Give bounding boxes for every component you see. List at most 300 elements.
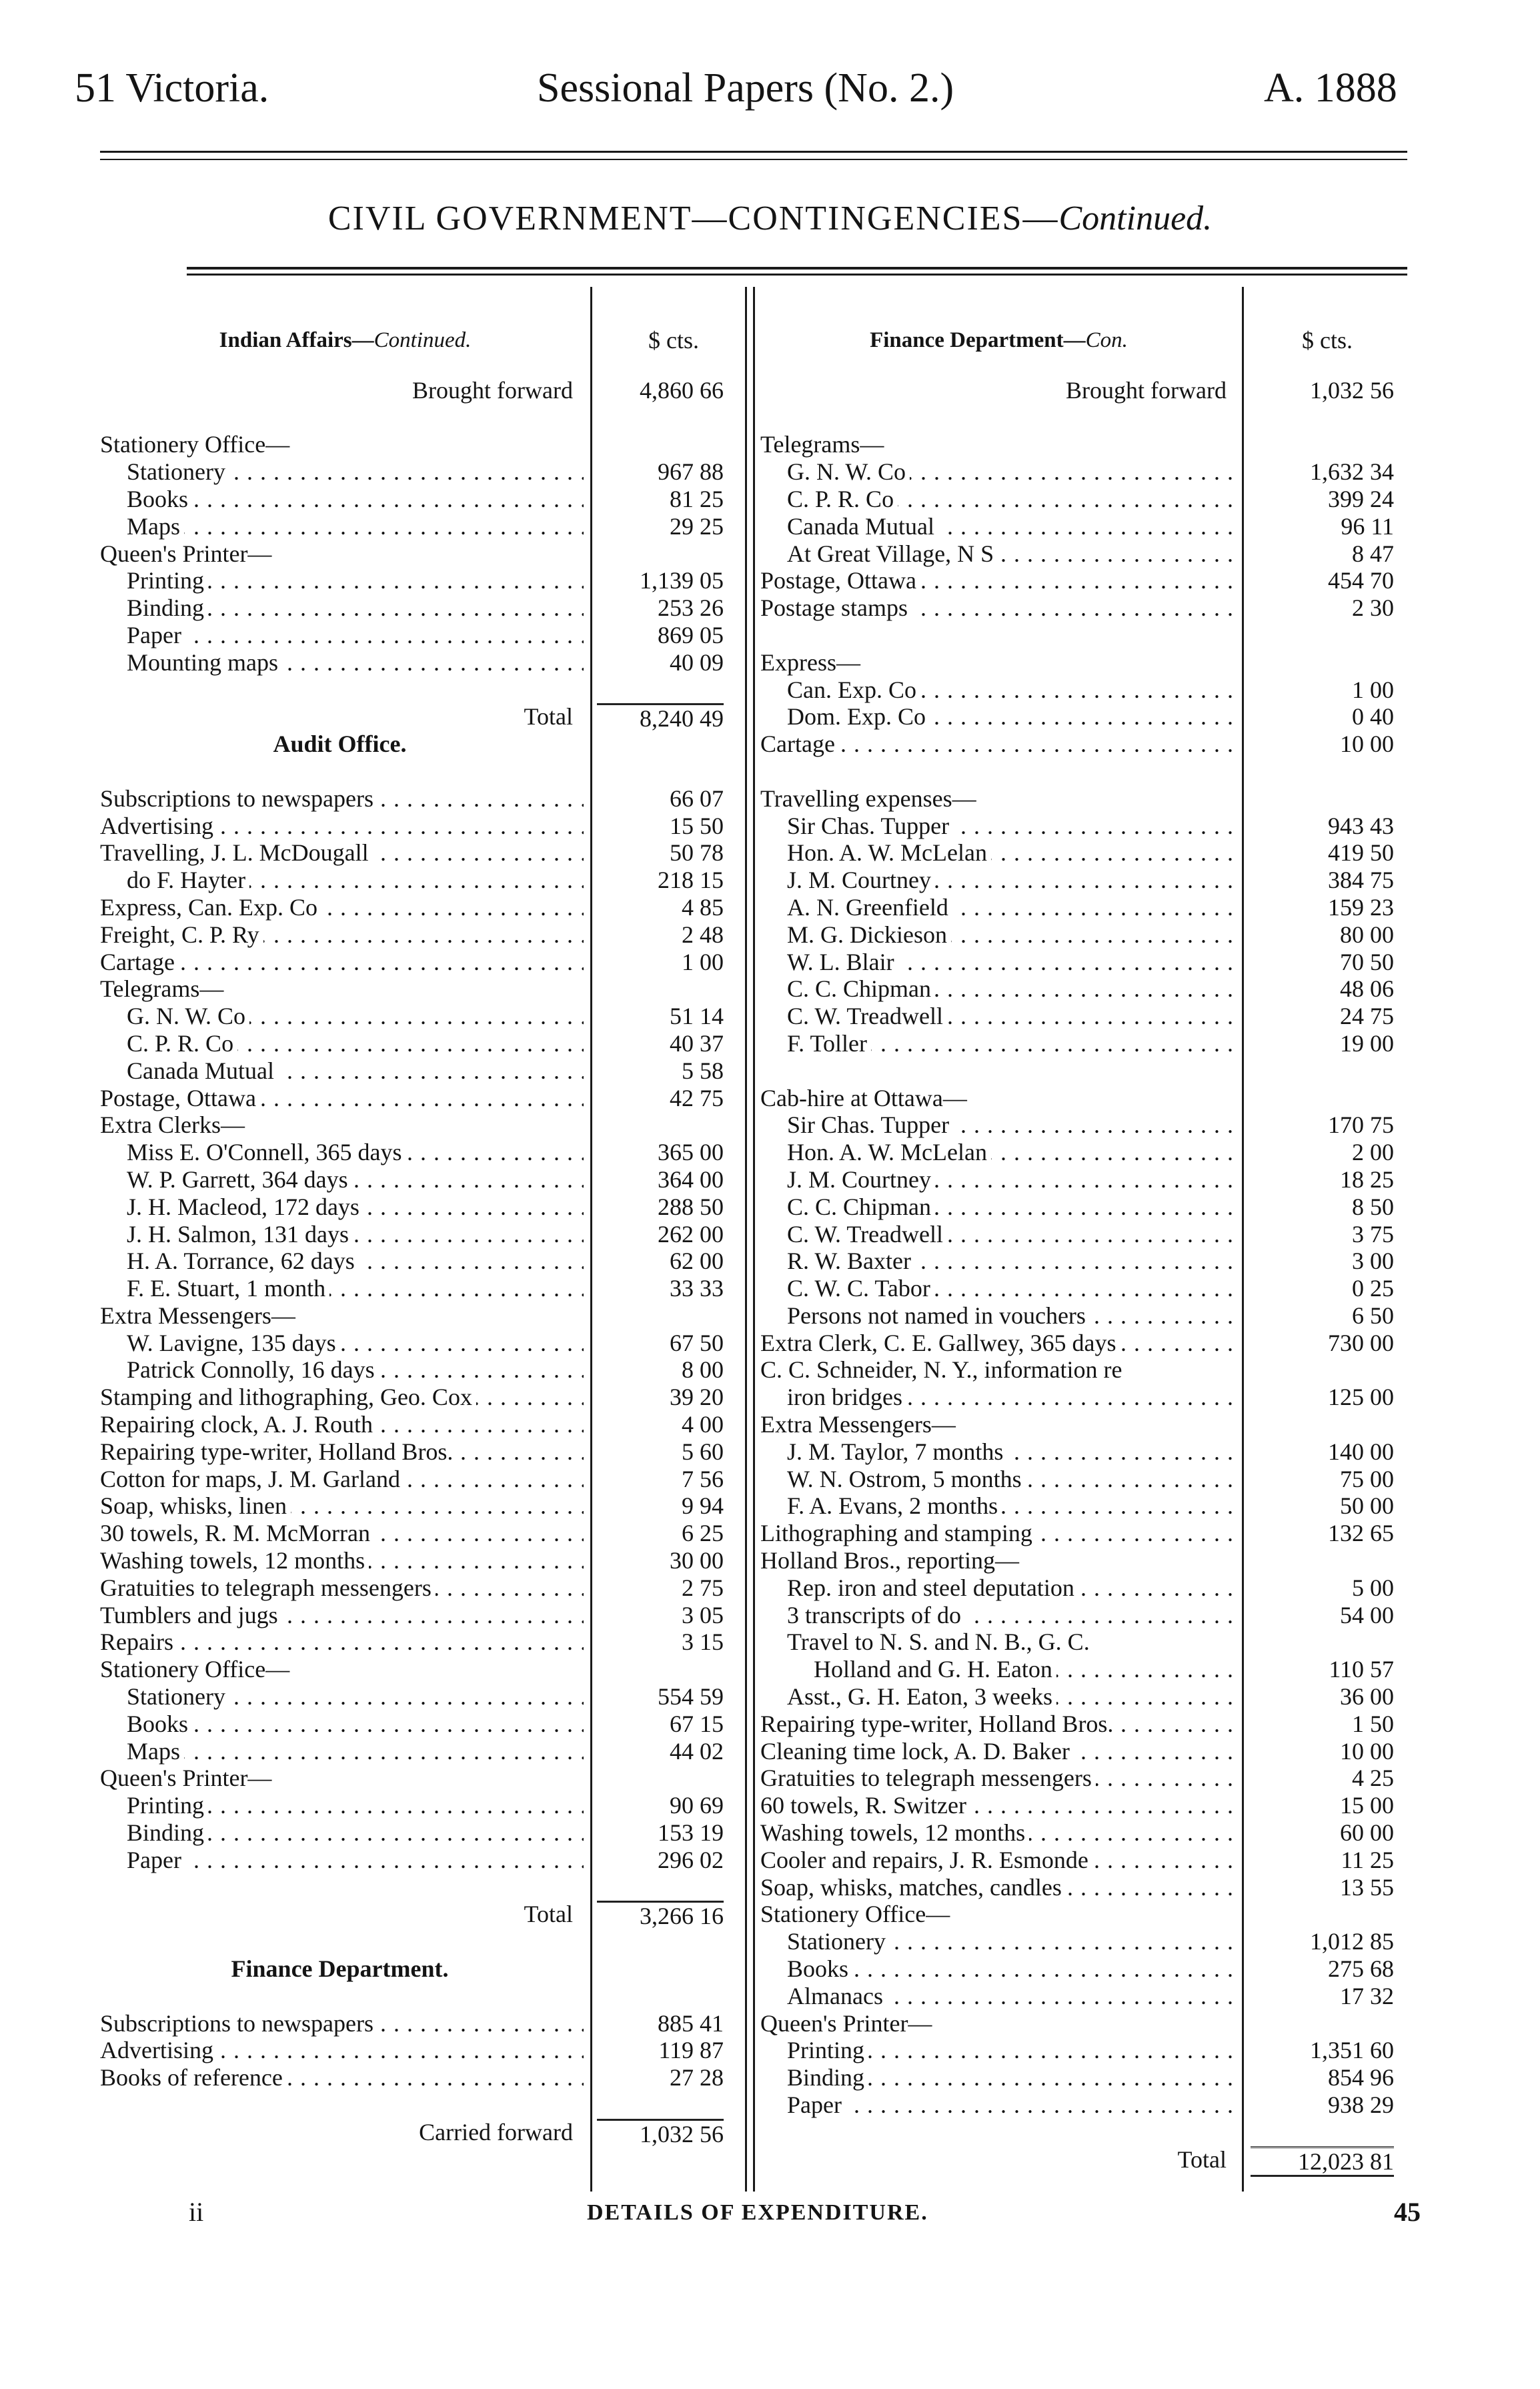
ledger-row [100, 458, 740, 486]
row-label: Travel to N. S. and N. B., G. C. [787, 1628, 1094, 1655]
row-label: Stationery [127, 458, 229, 485]
row-amount: 1 00 [1352, 676, 1394, 703]
row-amount: 3 15 [682, 1628, 724, 1656]
row-amount: 12,023 81 [1251, 2146, 1394, 2178]
ledger-row [760, 813, 1407, 840]
row-amount: 296 02 [658, 1846, 724, 1873]
row-amount: 170 75 [1328, 1111, 1394, 1139]
row-amount: 15 00 [1340, 1792, 1394, 1819]
row-label: J. M. Taylor, 7 months [787, 1438, 1007, 1465]
ledger-row [760, 2091, 1407, 2119]
ledger-row [760, 949, 1407, 976]
row-label: Extra Clerks— [100, 1111, 249, 1138]
row-amount: 6 50 [1352, 1302, 1394, 1329]
row-amount: 62 00 [670, 1248, 724, 1275]
row-amount: 4,860 66 [640, 376, 724, 404]
row-label: Cleaning time lock, A. D. Baker [760, 1738, 1074, 1765]
row-label: Patrick Connolly, 16 days [127, 1356, 379, 1383]
ledger-row [760, 1901, 1407, 1928]
row-amount: 18 25 [1340, 1165, 1394, 1193]
ledger-row [100, 1547, 740, 1574]
ledger-row [100, 2010, 740, 2037]
row-amount: 2 75 [682, 1574, 724, 1601]
row-label: Telegrams— [100, 975, 227, 1002]
ledger-row [100, 1302, 740, 1330]
row-label: Repairing type-writer, Holland Bros. [100, 1438, 457, 1465]
ledger-row [100, 1602, 740, 1629]
ledger-row [100, 839, 740, 867]
row-label: Carried forward [419, 2119, 577, 2145]
row-amount: 399 24 [1328, 485, 1394, 512]
row-amount: 125 00 [1328, 1384, 1394, 1411]
row-label: Cotton for maps, J. M. Garland [100, 1466, 404, 1492]
row-label: Paper [127, 622, 185, 648]
ledger-row [100, 2119, 740, 2146]
ledger-row [100, 1792, 740, 1819]
row-amount: 288 50 [658, 1193, 724, 1220]
row-label [100, 1874, 104, 1901]
row-amount: 40 37 [670, 1029, 724, 1057]
row-label: Cartage [760, 731, 839, 757]
title-rule-top [187, 267, 1407, 270]
ledger-row [760, 1602, 1407, 1629]
row-label: Brought forward [1066, 377, 1231, 404]
row-amount: 119 87 [658, 2037, 724, 2064]
right-column-heading [760, 327, 1407, 354]
ledger-row [100, 813, 740, 840]
ledger-row [100, 1738, 740, 1765]
row-label: Express— [760, 649, 864, 676]
ledger-row [100, 1901, 740, 1928]
row-label: Books [787, 1955, 852, 1982]
row-label: R. W. Baxter [787, 1248, 915, 1274]
row-label: Stationery Office— [760, 1901, 954, 1927]
ledger-row [760, 649, 1407, 676]
row-amount: 4 00 [682, 1411, 724, 1438]
row-label: J. M. Courtney [787, 867, 935, 893]
ledger-row [760, 1847, 1407, 1874]
row-amount: 159 23 [1328, 893, 1394, 921]
row-label: A. N. Greenfield [787, 894, 952, 921]
row-amount: 1,032 56 [597, 2119, 724, 2148]
spacer-row [100, 1983, 740, 2010]
ledger-row [760, 458, 1407, 486]
ledger-row [100, 1356, 740, 1384]
row-amount: 943 43 [1328, 812, 1394, 839]
row-amount: 275 68 [1328, 1955, 1394, 1983]
ledger-row [760, 1711, 1407, 1738]
row-amount: 364 00 [658, 1165, 724, 1193]
row-label: C. C. Schneider, N. Y., information re [760, 1356, 1126, 1383]
row-label: Brought forward [412, 377, 577, 404]
row-amount: 3 05 [682, 1601, 724, 1628]
header-sessional-papers: Sessional Papers (No. 2.) [537, 65, 954, 111]
row-label: W. N. Ostrom, 5 months [787, 1466, 1026, 1492]
row-amount: 2 00 [1352, 1139, 1394, 1166]
title-rule-bottom [187, 274, 1407, 276]
row-amount: 1,632 34 [1310, 458, 1394, 486]
section-title-continued: Continued. [1058, 199, 1213, 237]
row-amount: 384 75 [1328, 867, 1394, 894]
spacer-row [100, 404, 740, 432]
row-amount: 39 20 [670, 1384, 724, 1411]
ledger-row [100, 703, 740, 731]
ledger-row [760, 486, 1407, 513]
row-label: Printing [127, 1792, 208, 1819]
row-label: Printing [787, 2037, 868, 2063]
ledger-row [760, 1547, 1407, 1574]
ledger-row [760, 1302, 1407, 1330]
row-amount: 4 25 [1352, 1765, 1394, 1792]
ledger-row [760, 1738, 1407, 1765]
ledger-row [100, 1683, 740, 1711]
ledger-row [100, 731, 740, 758]
row-label: Binding [127, 1819, 208, 1846]
ledger-row [100, 1466, 740, 1493]
row-amount: 253 26 [658, 594, 724, 622]
row-label: Canada Mutual [787, 513, 938, 540]
spacer-row [760, 404, 1407, 432]
ledger-row [760, 594, 1407, 622]
row-label [760, 758, 764, 785]
ledger-row [760, 1765, 1407, 1792]
row-label: Mounting maps [127, 649, 282, 676]
row-label [100, 758, 104, 785]
ledger-row [760, 1384, 1407, 1411]
row-label: Extra Clerk, C. E. Gallwey, 365 days [760, 1330, 1120, 1356]
page-header [0, 55, 1540, 121]
row-label: W. L. Blair [787, 949, 898, 975]
row-label: Total [524, 703, 577, 730]
row-label: Cartage [100, 949, 179, 975]
ledger-row [760, 1792, 1407, 1819]
row-label: Extra Messengers— [100, 1302, 299, 1329]
row-label: Postage stamps [760, 594, 912, 621]
row-amount: 140 00 [1328, 1438, 1394, 1465]
ledger-row [760, 1111, 1407, 1139]
row-label: Repairing clock, A. J. Routh [100, 1411, 377, 1438]
ledger-row [100, 431, 740, 458]
row-label [760, 622, 764, 648]
row-label [760, 2119, 764, 2145]
row-label: Books of reference [100, 2064, 287, 2091]
spacer-row [100, 1928, 740, 1955]
spacer-row [760, 1057, 1407, 1085]
row-label: Advertising [100, 813, 217, 839]
row-amount: 29 25 [670, 512, 724, 540]
ledger-row [760, 1438, 1407, 1466]
row-amount: 15 50 [670, 812, 724, 839]
row-amount: 90 69 [670, 1792, 724, 1819]
spacer-row [100, 2091, 740, 2119]
row-label: Advertising [100, 2037, 217, 2063]
row-label: Postage, Ottawa [760, 567, 920, 594]
row-label: Gratuities to telegraph messengers [100, 1574, 436, 1601]
row-label: F. E. Stuart, 1 month [127, 1275, 329, 1302]
row-label: Stamping and lithographing, Geo. Cox [100, 1384, 476, 1410]
row-label [100, 2091, 104, 2118]
row-label: Stationery [127, 1683, 229, 1710]
row-amount: 6 25 [682, 1520, 724, 1547]
ledger-row [100, 1656, 740, 1683]
row-amount: 67 15 [670, 1710, 724, 1737]
ledger-row [760, 731, 1407, 758]
right-heading-text: Finance Department— [870, 328, 1086, 352]
row-label: Audit Office. [273, 731, 411, 757]
row-label: Washing towels, 12 months [100, 1547, 369, 1574]
ledger-row [100, 540, 740, 568]
row-label: G. N. W. Co [127, 1003, 249, 1029]
row-amount: 1 00 [682, 948, 724, 975]
row-label: G. N. W. Co [787, 458, 910, 485]
row-label: Paper [787, 2091, 846, 2118]
row-label: C. P. R. Co [787, 486, 898, 512]
ledger-row [100, 1955, 740, 1983]
ledger-row [100, 975, 740, 1003]
ledger-row [760, 975, 1407, 1003]
row-label: C. C. Chipman [787, 1193, 935, 1220]
row-label [760, 404, 764, 431]
ledger-row [760, 1166, 1407, 1193]
row-amount: 110 57 [1329, 1656, 1394, 1683]
row-amount: 10 00 [1340, 731, 1394, 758]
row-label: iron bridges [787, 1384, 906, 1410]
row-label [100, 1983, 104, 2009]
row-label: W. Lavigne, 135 days [127, 1330, 340, 1356]
row-amount: 70 50 [1340, 948, 1394, 975]
ledger-row [760, 1520, 1407, 1547]
ledger-row [760, 1683, 1407, 1711]
row-amount: 60 00 [1340, 1819, 1394, 1847]
ledger-row [760, 785, 1407, 813]
row-label: Asst., G. H. Eaton, 3 weeks [787, 1683, 1056, 1710]
spacer-row [760, 758, 1407, 785]
ledger-row [760, 1492, 1407, 1520]
row-label: C. W. Treadwell [787, 1003, 947, 1029]
row-label: Washing towels, 12 months [760, 1819, 1029, 1846]
row-amount: 1,012 85 [1310, 1928, 1394, 1955]
row-amount: 50 00 [1340, 1492, 1394, 1520]
row-amount: 1,032 56 [1310, 376, 1394, 404]
ledger-row [760, 1411, 1407, 1438]
ledger-row [760, 1356, 1407, 1384]
row-label: Canada Mutual [127, 1057, 278, 1084]
row-label: Sir Chas. Tupper [787, 813, 953, 839]
row-label [760, 1057, 764, 1084]
ledger-row [100, 1765, 740, 1792]
ledger-row [760, 894, 1407, 921]
row-amount: 885 41 [658, 2009, 724, 2037]
ledger-row [100, 1003, 740, 1030]
row-label: Travelling expenses— [760, 785, 980, 812]
row-label: Freight, C. P. Ry [100, 921, 263, 948]
center-rule-b [753, 287, 755, 2192]
row-label: Persons not named in vouchers [787, 1302, 1090, 1329]
row-amount: 3 00 [1352, 1248, 1394, 1275]
row-label: Repairing type-writer, Holland Bros. [760, 1711, 1117, 1737]
row-amount: 419 50 [1328, 839, 1394, 867]
row-label: Maps [127, 1738, 184, 1765]
row-label: C. W. Treadwell [787, 1221, 947, 1248]
row-amount: 24 75 [1340, 1003, 1394, 1030]
ledger-row [100, 1111, 740, 1139]
row-label: Binding [787, 2064, 868, 2091]
row-amount: 967 88 [658, 458, 724, 486]
row-label: Holland and G. H. Eaton [814, 1656, 1056, 1683]
row-amount: 96 11 [1341, 512, 1394, 540]
row-amount: 262 00 [658, 1220, 724, 1248]
row-label: C. P. R. Co [127, 1030, 237, 1057]
row-label: 3 transcripts of do [787, 1602, 965, 1628]
row-amount: 10 00 [1340, 1737, 1394, 1765]
row-label: Miss E. O'Connell, 365 days [127, 1139, 406, 1165]
ledger-row [100, 1330, 740, 1357]
ledger-row [100, 1248, 740, 1275]
ledger-row [100, 1193, 740, 1221]
center-rule-a [745, 287, 747, 2192]
row-amount: 8 47 [1352, 540, 1394, 567]
ledger-row [760, 1874, 1407, 1901]
row-amount: 40 09 [670, 648, 724, 676]
row-amount: 81 25 [670, 485, 724, 512]
ledger-row [100, 1221, 740, 1248]
row-label: Express, Can. Exp. Co [100, 894, 321, 921]
right-column [760, 327, 1407, 2173]
row-label: Holland Bros., reporting— [760, 1547, 1023, 1574]
ledger-row [100, 1085, 740, 1112]
row-amount: 854 96 [1328, 2064, 1394, 2091]
ledger-row [100, 1847, 740, 1874]
ledger-row [760, 1574, 1407, 1602]
ledger-row [760, 1221, 1407, 1248]
row-label: M. G. Dickieson [787, 921, 951, 948]
ledger-row [100, 486, 740, 513]
row-amount: 30 00 [670, 1547, 724, 1574]
ledger-row [100, 1384, 740, 1411]
row-label: F. A. Evans, 2 months [787, 1492, 1002, 1519]
row-label: Can. Exp. Co [787, 676, 920, 703]
row-amount: 869 05 [658, 621, 724, 648]
row-label [100, 676, 104, 703]
left-column-heading [100, 327, 740, 354]
row-amount: 17 32 [1340, 1982, 1394, 2009]
ledger-row [100, 1628, 740, 1656]
row-label: Stationery [787, 1928, 890, 1955]
row-amount: 54 00 [1340, 1601, 1394, 1628]
row-amount: 11 25 [1341, 1846, 1394, 1873]
footer-page-number: 45 [1394, 2197, 1421, 2227]
row-amount: 7 56 [682, 1465, 724, 1492]
ledger-row [100, 1166, 740, 1193]
row-amount: 19 00 [1340, 1029, 1394, 1057]
row-label: Books [127, 1711, 192, 1737]
row-amount: 8 00 [682, 1356, 724, 1384]
row-amount: 2 48 [682, 921, 724, 948]
row-amount: 27 28 [670, 2064, 724, 2091]
row-label: Queen's Printer— [760, 2010, 936, 2037]
left-column [100, 327, 740, 2146]
row-amount: 67 50 [670, 1329, 724, 1356]
row-amount: 1 50 [1352, 1710, 1394, 1737]
row-amount: 0 40 [1352, 703, 1394, 731]
row-label: 30 towels, R. M. McMorran [100, 1520, 374, 1546]
row-label: Queen's Printer— [100, 1765, 275, 1791]
ledger-row [760, 867, 1407, 894]
ledger-row [100, 2064, 740, 2091]
row-label: Subscriptions to newspapers [100, 2010, 377, 2037]
row-label: Travelling, J. L. McDougall [100, 839, 373, 866]
header-year: A. 1888 [1264, 65, 1397, 111]
row-label: Paper [127, 1847, 185, 1873]
ledger-row [100, 377, 740, 404]
ledger-row [100, 649, 740, 676]
ledger-row [760, 431, 1407, 458]
row-label: Queen's Printer— [100, 540, 275, 567]
ledger-row [100, 894, 740, 921]
row-amount: 365 00 [658, 1139, 724, 1166]
row-label: Lithographing and stamping [760, 1520, 1036, 1546]
row-label: Almanacs [787, 1983, 887, 2009]
row-amount: 8 50 [1352, 1193, 1394, 1220]
ledger-row [760, 1466, 1407, 1493]
header-rule-top [100, 151, 1407, 153]
ledger-row [760, 1955, 1407, 1983]
row-label: Hon. A. W. McLelan [787, 839, 991, 866]
row-label: Gratuities to telegraph messengers [760, 1765, 1096, 1791]
row-label: W. P. Garrett, 364 days [127, 1166, 352, 1193]
row-amount: 3,266 16 [597, 1901, 724, 1930]
row-amount: 8,240 49 [597, 703, 724, 733]
row-label: Soap, whisks, matches, candles [760, 1874, 1066, 1901]
row-amount: 44 02 [670, 1737, 724, 1765]
row-amount: 51 14 [670, 1003, 724, 1030]
row-label: Subscriptions to newspapers [100, 785, 377, 812]
section-title [0, 199, 1540, 238]
ledger-row [100, 622, 740, 649]
row-amount: 1,139 05 [640, 567, 724, 594]
row-label: Sir Chas. Tupper [787, 1111, 953, 1138]
row-label: do F. Hayter [127, 867, 249, 893]
ledger-row [760, 1139, 1407, 1166]
row-amount: 5 60 [682, 1438, 724, 1465]
row-amount: 4 85 [682, 893, 724, 921]
row-amount: 0 25 [1352, 1275, 1394, 1302]
row-amount: 80 00 [1340, 921, 1394, 948]
ledger-row [760, 1085, 1407, 1112]
ledger-row [100, 949, 740, 976]
row-label: Tumblers and jugs [100, 1602, 282, 1628]
ledger-row [760, 1248, 1407, 1275]
row-label: Extra Messengers— [760, 1411, 960, 1438]
ledger-row [760, 1628, 1407, 1656]
row-amount: 42 75 [670, 1084, 724, 1111]
ledger-row [760, 921, 1407, 949]
row-amount: 1,351 60 [1310, 2037, 1394, 2064]
row-amount: 5 58 [682, 1057, 724, 1084]
spacer-row [760, 622, 1407, 649]
row-label: Printing [127, 567, 208, 594]
ledger-row [100, 1411, 740, 1438]
row-label: Finance Department. [231, 1955, 453, 1982]
row-amount: 13 55 [1340, 1873, 1394, 1901]
ledger-row [760, 1003, 1407, 1030]
spacer-row [100, 1874, 740, 1901]
header-rule-bottom [100, 159, 1407, 160]
left-heading-text: Indian Affairs— [219, 328, 374, 352]
row-label: J. H. Salmon, 131 days [127, 1221, 353, 1248]
row-label: Total [1178, 2146, 1231, 2173]
ledger-row [760, 567, 1407, 594]
